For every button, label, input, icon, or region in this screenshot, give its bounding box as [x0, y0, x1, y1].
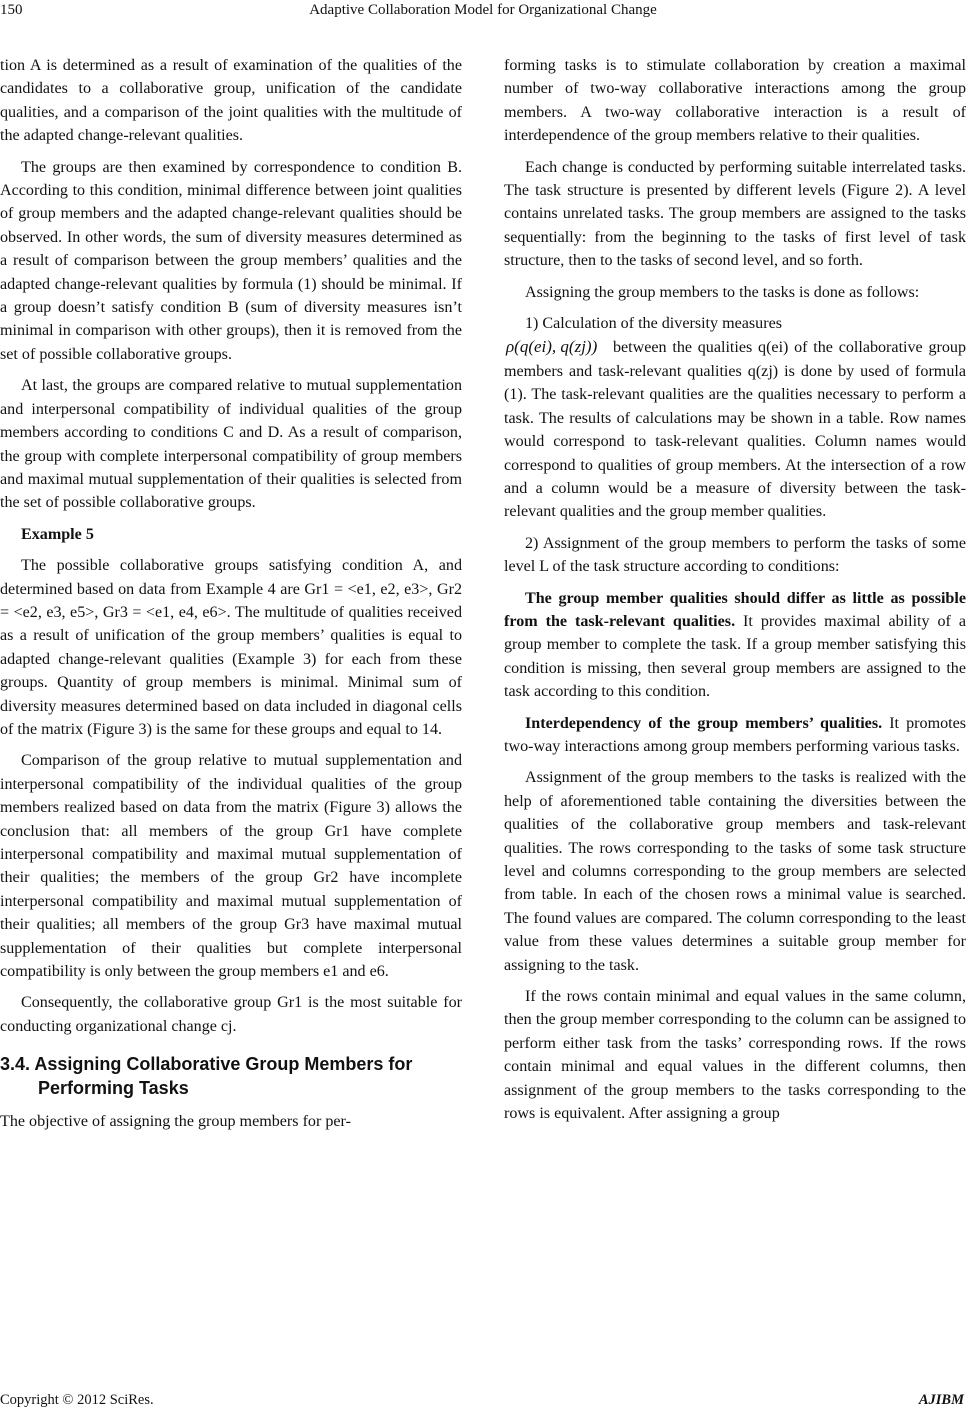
diversity-formula: ρ(q(ei), q(zj)) [506, 337, 598, 357]
paragraph: If the rows contain minimal and equal values in the same column, then the group member corresponding to the column can be assigned to perform either task from the tasks’ corresponding rows. If the rows contain minimal and equal values in the different columns, then assignment of the group members to the tasks corresponding to the rows is equivalent. After assigning a group [504, 988, 966, 1123]
copyright-notice: Copyright © 2012 SciRes. [0, 1392, 154, 1408]
example-label: Example 5 [21, 525, 94, 543]
formula-paragraph [504, 335, 966, 523]
paragraph: Consequently, the collaborative group Gr1 is the most suitable for conducting organizational change cj. [0, 994, 462, 1035]
page-footer [0, 1392, 966, 1412]
journal-abbreviation: AJIBM [918, 1392, 964, 1408]
paragraph: Each change is conducted by performing suitable interrelated tasks. The task structure is presented by different levels (Figure 2). A level contains unrelated tasks. The group members are assigned to the tasks sequentially: from the beginning to the tasks of first level of task structure, then to the tasks of second level, and so forth. [504, 158, 966, 270]
paragraph: Assignment of the group members to the tasks is realized with the help of aforementioned table containing the diversities between the qualities of the collaborative group members and task-relevant qualities. The rows corresponding to the tasks of some task structure level and columns corresponding to the group members are selected from table. In each of the chosen rows a minimal value is searched. The found values are compared. The column corresponding to the least value from these values determines a suitable group member for assigning to the task. [504, 769, 966, 974]
paragraph [504, 712, 966, 759]
right-column [504, 54, 966, 1133]
paragraph-text: It promotes two-way interactions among group members performing various tasks. [504, 714, 966, 755]
paragraph-text: between the qualities q(ei) of the collaborative group members and task-relevant qualities q(zj) is done by used of formula (1). The task-relevant qualities are the qualities necessary to perform a task. The results of calculations may be shown in a table. Row names would correspond to task-relevant qualities. Column names would correspond to qualities of group members. At the intersection of a row and a column would be a measure of diversity between the task-relevant qualities and the group member qualities. [504, 339, 966, 521]
paragraph: The groups are then examined by correspondence to condition B. According to this condition, minimal difference between joint qualities of group members and the adapted change-relevant qualities should be observed. In other words, the sum of diversity measures determined as a result of comparison between the group members’ qualities and the adapted change-relevant qualities by formula (1) should be minimal. If a group doesn’t satisfy condition B (sum of diversity measures isn’t minimal in comparison with other groups), then it is removed from the set of possible collaborative groups. [0, 158, 462, 363]
left-column [0, 54, 462, 1142]
paragraph-text: It provides maximal ability of a group member to complete the task. If a group member satisfying this condition is missing, then several group members are assigned to the task according to this condition. [504, 612, 966, 701]
running-title: Adaptive Collaboration Model for Organizational Change [309, 2, 657, 18]
paragraph [504, 587, 966, 704]
condition-label: The group member qualities should differ as little as possible from the task-relevant qualities. [504, 589, 966, 630]
section-heading: 3.4. Assigning Collaborative Group Members for Performing Tasks [0, 1054, 413, 1099]
paragraph: Comparison of the group relative to mutual supplementation and interpersonal compatibility of the individual qualities of the group members realized based on data from the matrix (Figure 3) allows the conclusion that: all members of the group Gr1 have complete interpersonal compatibility and maximal mutual supplementation of their qualities; the members of the group Gr2 have incomplete interpersonal compatibility and maximal mutual supplementation of their qualities; all members of the group Gr3 have maximal mutual supplementation of their qualities but complete interpersonal compatibility is only between the group members e1 and e6. [0, 752, 462, 981]
paragraph: 1) Calculation of the diversity measures [525, 315, 782, 333]
page-number: 150 [0, 2, 23, 18]
paragraph: At last, the groups are compared relative to mutual supplementation and interpersonal compatibility of individual qualities of the group members according to conditions C and D. As a result of comparison, the group with complete interpersonal compatibility of group members and maximal mutual supplementation of their qualities is selected from the set of possible collaborative groups. [0, 377, 462, 512]
page-header [0, 0, 966, 26]
paragraph: The objective of assigning the group members for per- [0, 1113, 351, 1131]
paragraph: 2) Assignment of the group members to perform the tasks of some level L of the task structure according to conditions: [504, 534, 966, 576]
paragraph: The possible collaborative groups satisfying condition A, and determined based on data from Example 4 are Gr1 = <e1, e2, e3>, Gr2 = <e2, e3, e5>, Gr3 = <e1, e4, e6>. The multitude of qualities received as a result of unification of the group members’ qualities is equal to adapted change-relevant qualities (Example 3) for each from these groups. Quantity of group members is minimal. Minimal sum of diversity measures determined based on data included in diagonal cells of the matrix (Figure 3) is the same for these groups and equal to 14. [0, 557, 462, 738]
paragraph: tion A is determined as a result of examination of the qualities of the candidates to a collaborative group, unification of the candidate qualities, and a comparison of the joint qualities with the multitude of the adapted change-relevant qualities. [0, 57, 462, 145]
condition-label: Interdependency of the group members’ qualities. [525, 714, 883, 732]
paragraph: Assigning the group members to the tasks is done as follows: [525, 283, 920, 301]
paragraph: forming tasks is to stimulate collaboration by creation a maximal number of two-way collaborative interactions among the group members. A two-way collaborative interaction is a result of interdependence of the group members relative to their qualities. [504, 57, 966, 145]
